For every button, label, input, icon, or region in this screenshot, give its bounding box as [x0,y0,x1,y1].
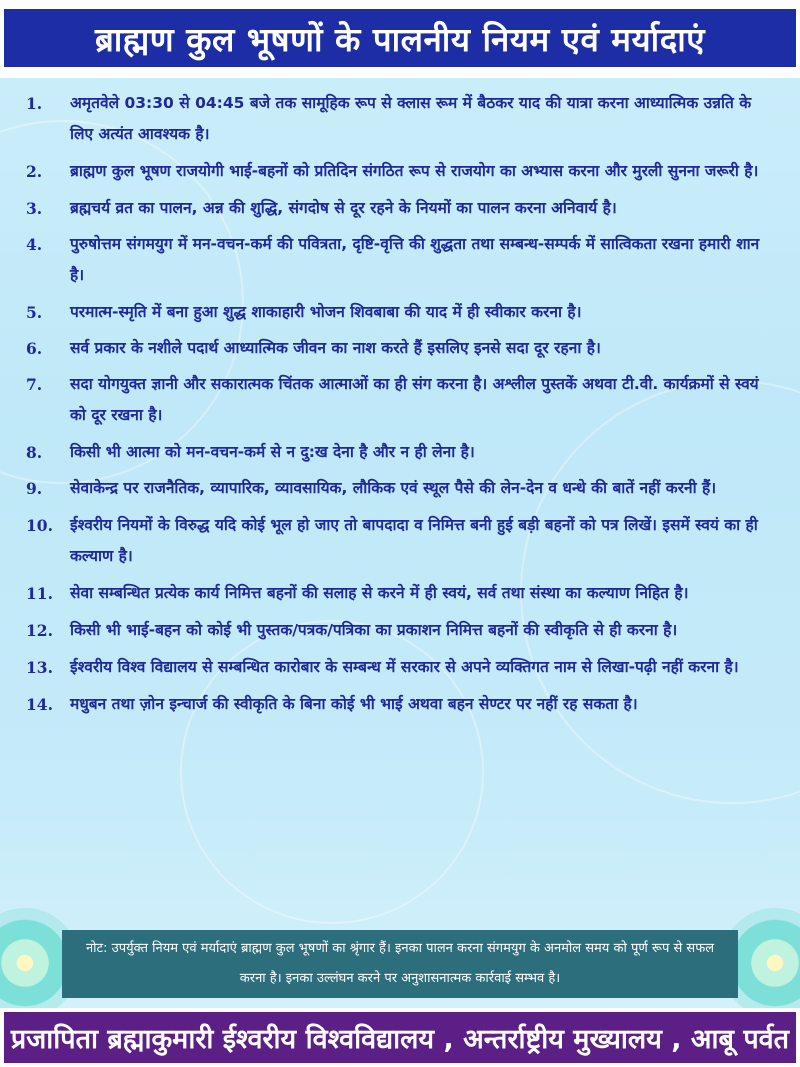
rule-number: 13. [26,658,53,677]
header [0,0,800,78]
rule-text: ब्रह्मचर्य व्रत का पालन, अन्न की शुद्धि, संगदोष से दूर रहने के नियमों का पालन करना अनिवार्य है। [70,199,617,217]
rule-text: सर्व प्रकार के नशीले पदार्थ आध्यात्मिक जीवन का नाश करते हैं इसलिए इनसे सदा दूर रहना है। [70,339,601,357]
footer-organization-name: प्रजापिता ब्रह्माकुमारी ईश्वरीय विश्वविद्यालय , अन्तर्राष्ट्रीय मुख्यालय , आबू पर्वत [10,1024,790,1055]
rule-number: 7. [26,375,43,394]
rule-number: 11. [26,584,53,603]
rule-item [26,156,778,187]
footer [0,1008,800,1067]
rule-number: 4. [26,235,43,254]
rule-text: परमात्म-स्मृति में बना हुआ शुद्ध शाकाहारी भोजन शिवबाबा की याद में ही स्वीकार करना है। [70,303,582,321]
rule-number: 5. [26,303,43,322]
rule-item [26,333,778,364]
rule-text: सेवा सम्बन्धित प्रत्येक कार्य निमित्त बहनों की सलाह से करने में ही स्वयं, सर्व तथा संस्था का कल्याण निहित है। [70,584,689,602]
header-bar [4,6,796,70]
note-text: नोट: उपर्युक्त नियम एवं मर्यादाएं ब्राह्मण कुल भूषणों का श्रृंगार हैं। इनका पालन करना संगमयुग के अनमोल समय को पूर्ण रूप से सफल करना है। इनका उल्लंघन करने पर अनुशासनात्मक कार्रवाई सम्भव है। [85,941,715,986]
rule-number: 3. [26,199,43,218]
rule-item [26,297,778,328]
rule-item [26,229,778,291]
rule-number: 6. [26,339,43,358]
rule-item [26,615,778,646]
rule-item [26,88,778,150]
rule-text: किसी भी भाई-बहन को कोई भी पुस्तक/पत्रक/पत्रिका का प्रकाशन निमित्त बहनों की स्वीकृति से ही करना है। [70,621,678,639]
rule-text: ईश्वरीय नियमों के विरुद्ध यदि कोई भूल हो जाए तो बापदादा व निमित्त बनी हुई बड़ी बहनों को पत्र लिखें। इसमें स्वयं का ही कल्याण है। [70,516,758,565]
note-box [62,930,738,998]
rule-text: मधुबन तथा ज़ोन इन्चार्ज की स्वीकृति के बिना कोई भी भाई अथवा बहन सेण्टर पर नहीं रह सकता है। [70,695,638,713]
rule-item [26,689,778,720]
footer-bar [4,1012,796,1063]
rule-text: सेवाकेन्द्र पर राजनैतिक, व्यापारिक, व्यावसायिक, लौकिक एवं स्थूल पैसे की लेन-देन व धन्धे की बातें नहीं करनी हैं। [70,479,717,497]
rule-number: 12. [26,621,53,640]
rule-item [26,369,778,431]
rule-text: पुरुषोत्तम संगमयुग में मन-वचन-कर्म की पवित्रता, दृष्टि-वृत्ति की शुद्धता तथा सम्बन्ध-सम्पर्क में सात्विकता रखना हमारी शान है। [70,235,760,284]
rule-item [26,510,778,572]
rule-number: 10. [26,516,53,535]
rule-number: 14. [26,695,53,714]
page-title: ब्राह्मण कुल भूषणों के पालनीय नियम एवं मर्यादाएं [94,19,706,59]
rule-text: ईश्वरीय विश्व विद्यालय से सम्बन्धित कारोबार के सम्बन्ध में सरकार से अपने व्यक्तिगत नाम से लिखा-पढ़ी नहीं करना है। [70,658,739,676]
rule-text: सदा योगयुक्त ज्ञानी और सकारात्मक चिंतक आत्माओं का ही संग करना है। अश्लील पुस्तकें अथवा टी.वी. कार्यक्रमों से स्वयं को दूर रखना है। [70,375,759,424]
rule-item [26,652,778,683]
rule-number: 9. [26,479,43,498]
rule-number: 8. [26,443,43,462]
rule-text: किसी भी आत्मा को मन-वचन-कर्म से न दु:ख देना है और न ही लेना है। [70,443,475,461]
rule-number: 1. [26,94,43,113]
rule-item [26,578,778,609]
rules-list [26,88,778,726]
rule-number: 2. [26,162,43,181]
rule-text: ब्राह्मण कुल भूषण राजयोगी भाई-बहनों को प्रतिदिन संगठित रूप से राजयोग का अभ्यास करना और मुरली सुनना जरूरी है। [70,162,759,180]
note-section [0,918,800,1008]
rule-text: अमृतवेले 03:30 से 04:45 बजे तक सामूहिक रूप से क्लास रूम में बैठकर याद की यात्रा करना आध्यात्मिक उन्नति के लिए अत्यंत आवश्यक है। [70,94,752,143]
rule-item [26,473,778,504]
rule-item [26,437,778,468]
rule-item [26,193,778,224]
